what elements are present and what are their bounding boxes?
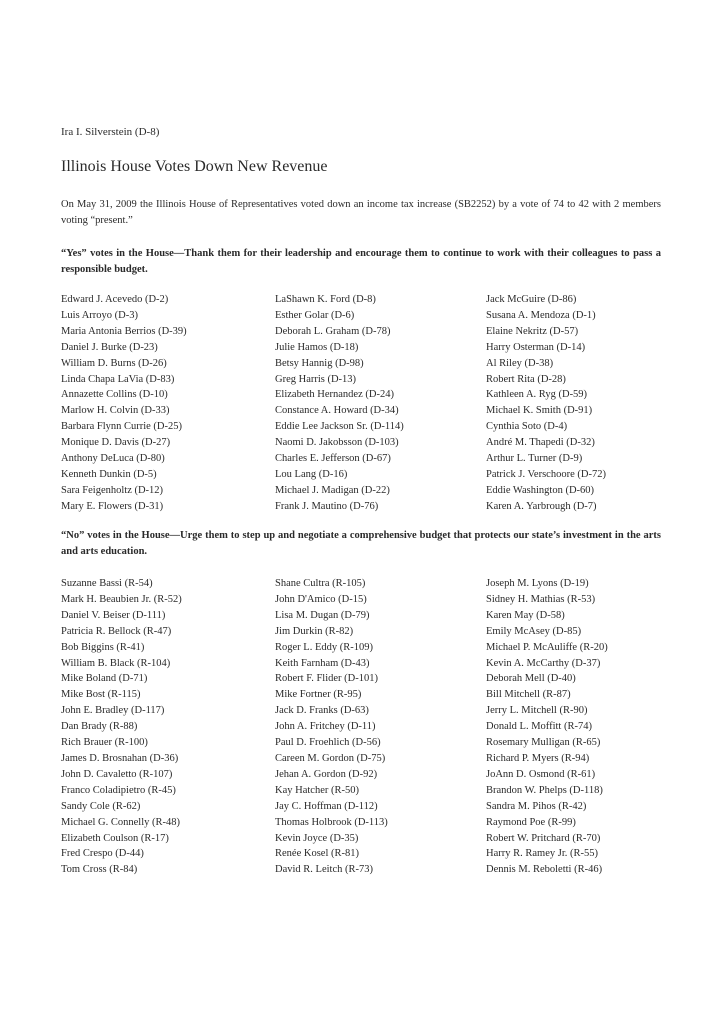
legislator-name: Constance A. Howard (D-34) (275, 405, 399, 417)
legislator-name: Rich Brauer (R-100) (61, 737, 148, 749)
legislator-name: Barbara Flynn Currie (D-25) (61, 421, 183, 433)
legislator-name: Kay Hatcher (R-50) (275, 784, 359, 796)
legislator-name: Harry R. Ramey Jr. (R-55) (486, 848, 598, 860)
legislator-name: Mike Boland (D-71) (61, 673, 148, 685)
legislator-name: Maria Antonia Berrios (D-39) (61, 325, 187, 337)
legislator-name: Emily McAsey (D-85) (486, 625, 582, 637)
legislator-name: Eddie Lee Jackson Sr. (D-114) (275, 421, 404, 433)
legislator-name: Robert Rita (D-28) (486, 373, 566, 385)
legislator-name: Daniel V. Beiser (D-111) (61, 609, 166, 621)
legislator-name: Jim Durkin (R-82) (275, 625, 354, 637)
legislator-name: William B. Black (R-104) (61, 657, 171, 669)
legislator-name: John A. Fritchey (D-11) (275, 721, 376, 733)
legislator-name: Kathleen A. Ryg (D-59) (486, 389, 588, 401)
legislator-name: Jack McGuire (D-86) (486, 294, 577, 305)
legislator-name: John E. Bradley (D-117) (61, 705, 165, 717)
legislator-name: Daniel J. Burke (D-23) (61, 341, 158, 353)
legislator-name: Mike Fortner (R-95) (275, 689, 362, 701)
legislator-name: JoAnn D. Osmond (R-61) (486, 768, 596, 780)
legislator-name: Tom Cross (R-84) (61, 864, 138, 876)
legislator-name: Michael P. McAuliffe (R-20) (486, 641, 608, 653)
legislator-name: Marlow H. Colvin (D-33) (61, 405, 170, 417)
legislator-name: Robert F. Flider (D-101) (275, 673, 378, 685)
legislator-name: Jack D. Franks (D-63) (275, 705, 369, 717)
no-votes-list (61, 576, 671, 878)
legislator-name: Lou Lang (D-16) (275, 468, 348, 480)
legislator-name: Paul D. Froehlich (D-56) (275, 737, 381, 749)
no-column-2 (275, 576, 486, 878)
legislator-name: Richard P. Myers (R-94) (486, 752, 590, 764)
legislator-name: Julie Hamos (D-18) (275, 341, 359, 353)
legislator-name: Greg Harris (D-13) (275, 373, 357, 385)
legislator-name: Keith Farnham (D-43) (275, 657, 370, 669)
legislator-name: Eddie Washington (D-60) (486, 484, 595, 496)
legislator-name: Bob Biggins (R-41) (61, 641, 145, 653)
legislator-name: Monique D. Davis (D-27) (61, 437, 171, 449)
legislator-name: John D. Cavaletto (R-107) (61, 768, 173, 780)
legislator-name: Frank J. Mautino (D-76) (275, 500, 379, 512)
legislator-name: Dan Brady (R-88) (61, 721, 138, 733)
legislator-name: Renée Kosel (R-81) (275, 848, 359, 860)
legislator-name: Al Riley (D-38) (486, 357, 554, 369)
legislator-name: Deborah L. Graham (D-78) (275, 325, 391, 337)
legislator-name: Raymond Poe (R-99) (486, 816, 576, 828)
legislator-name: Arthur L. Turner (D-9) (486, 453, 583, 465)
legislator-name: Brandon W. Phelps (D-118) (486, 784, 603, 796)
legislator-name: Mary E. Flowers (D-31) (61, 500, 164, 512)
legislator-name: Annazette Collins (D-10) (61, 389, 168, 401)
author-line: Ira I. Silverstein (D-8) (61, 126, 160, 138)
legislator-name: Deborah Mell (D-40) (486, 673, 576, 685)
legislator-name: André M. Thapedi (D-32) (486, 437, 595, 449)
legislator-name: Kenneth Dunkin (D-5) (61, 468, 157, 480)
legislator-name: Betsy Hannig (D-98) (275, 357, 364, 369)
legislator-name: Esther Golar (D-6) (275, 309, 355, 321)
legislator-name: Elizabeth Coulson (R-17) (61, 832, 169, 844)
legislator-name: Karen May (D-58) (486, 609, 565, 621)
legislator-name: Sara Feigenholtz (D-12) (61, 484, 164, 496)
legislator-name: William D. Burns (D-26) (61, 357, 167, 369)
legislator-name: Shane Cultra (R-105) (275, 578, 366, 589)
legislator-name: Thomas Holbrook (D-113) (275, 816, 388, 828)
legislator-name: Elizabeth Hernandez (D-24) (275, 389, 394, 401)
legislator-name: Luis Arroyo (D-3) (61, 309, 138, 321)
legislator-name: Michael J. Madigan (D-22) (275, 484, 390, 496)
document-title: Illinois House Votes Down New Revenue (61, 158, 328, 175)
legislator-name: John D'Amico (D-15) (275, 593, 367, 605)
legislator-name: Karen A. Yarbrough (D-7) (486, 500, 597, 512)
legislator-name: Michael K. Smith (D-91) (486, 405, 593, 417)
yes-votes-list (61, 292, 671, 515)
legislator-name: Anthony DeLuca (D-80) (61, 453, 165, 465)
legislator-name: Kevin A. McCarthy (D-37) (486, 657, 601, 669)
legislator-name: David R. Leitch (R-73) (275, 864, 373, 876)
legislator-name: Jerry L. Mitchell (R-90) (486, 705, 588, 717)
legislator-name: Jehan A. Gordon (D-92) (275, 768, 378, 780)
legislator-name: Robert W. Pritchard (R-70) (486, 832, 601, 844)
legislator-name: LaShawn K. Ford (D-8) (275, 294, 376, 305)
legislator-name: Mike Bost (R-115) (61, 689, 141, 701)
legislator-name: Rosemary Mulligan (R-65) (486, 737, 601, 749)
legislator-name: Donald L. Moffitt (R-74) (486, 721, 592, 733)
legislator-name: Joseph M. Lyons (D-19) (486, 578, 589, 589)
legislator-name: Careen M. Gordon (D-75) (275, 752, 386, 764)
legislator-name: Susana A. Mendoza (D-1) (486, 309, 596, 321)
legislator-name: Kevin Joyce (D-35) (275, 832, 359, 844)
legislator-name: Sandra M. Pihos (R-42) (486, 800, 587, 812)
legislator-name: Linda Chapa LaVia (D-83) (61, 373, 175, 385)
legislator-name: Patrick J. Verschoore (D-72) (486, 468, 606, 480)
legislator-name: Fred Crespo (D-44) (61, 848, 144, 860)
yes-votes-heading: “Yes” votes in the House—Thank them for their leadership and encourage them to continue to work with their colleagues to pass a responsible budget. (61, 248, 661, 275)
legislator-name: Franco Coladipietro (R-45) (61, 784, 176, 796)
yes-column-2 (275, 292, 486, 515)
legislator-name: Charles E. Jefferson (D-67) (275, 453, 391, 465)
no-votes-heading: “No” votes in the House—Urge them to step up and negotiate a comprehensive budget that protects our state’s investment in the arts and arts education. (61, 530, 661, 557)
legislator-name: Suzanne Bassi (R-54) (61, 578, 153, 589)
legislator-name: Edward J. Acevedo (D-2) (61, 294, 169, 305)
legislator-name: James D. Brosnahan (D-36) (61, 752, 179, 764)
legislator-name: Sidney H. Mathias (R-53) (486, 593, 596, 605)
legislator-name: Lisa M. Dugan (D-79) (275, 609, 370, 621)
legislator-name: Patricia R. Bellock (R-47) (61, 625, 172, 637)
no-column-1 (61, 576, 275, 878)
no-column-3 (486, 576, 666, 878)
yes-column-1 (61, 292, 275, 515)
legislator-name: Sandy Cole (R-62) (61, 800, 141, 812)
legislator-name: Dennis M. Reboletti (R-46) (486, 864, 603, 876)
legislator-name: Michael G. Connelly (R-48) (61, 816, 180, 828)
legislator-name: Elaine Nekritz (D-57) (486, 325, 579, 337)
legislator-name: Cynthia Soto (D-4) (486, 421, 568, 433)
legislator-name: Roger L. Eddy (R-109) (275, 641, 373, 653)
yes-column-3 (486, 292, 666, 515)
legislator-name: Bill Mitchell (R-87) (486, 689, 571, 701)
legislator-name: Naomi D. Jakobsson (D-103) (275, 437, 399, 449)
intro-paragraph: On May 31, 2009 the Illinois House of Representatives voted down an income tax increase (SB2252) by a vote of 74 to 42 with 2 members voting “present.” (61, 199, 661, 226)
legislator-name: Mark H. Beaubien Jr. (R-52) (61, 593, 182, 605)
legislator-name: Harry Osterman (D-14) (486, 341, 586, 353)
legislator-name: Jay C. Hoffman (D-112) (275, 800, 378, 812)
